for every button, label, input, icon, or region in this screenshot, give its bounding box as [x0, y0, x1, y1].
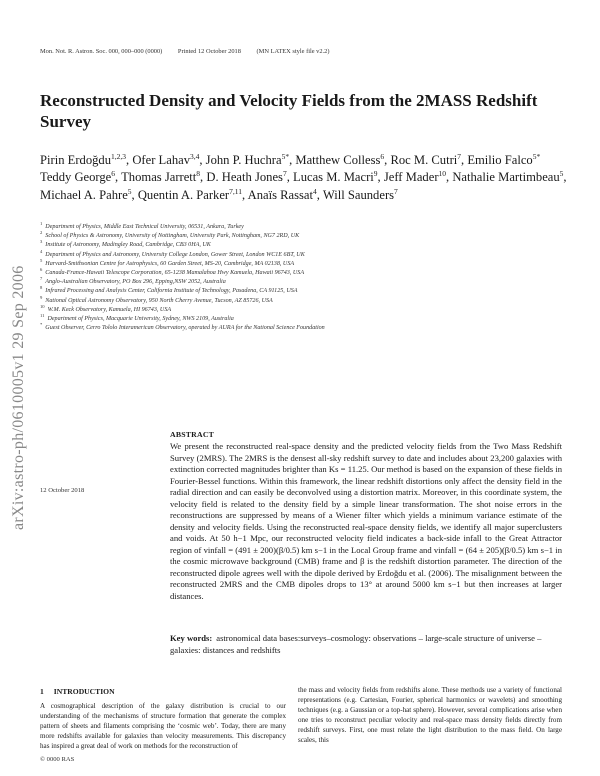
author-name-text: Quentin A. Parker — [137, 187, 230, 202]
author-name — [40, 188, 138, 202]
keywords-label: Key words: — [170, 633, 213, 643]
author-name-text: Nathalie Martimbeau — [452, 170, 560, 185]
affiliation-number: 3 — [40, 239, 43, 245]
intro-column-right: the mass and velocity fields from redshifts alone. These methods use a variety of functional representations (e.g. Cartesian, Fourier, spherical harmonics or wavelets) and smoothing techniques (e.g. a Gaussian or a top-hat sphere). However, several complications arise when one tries to reconstruct peculiar velocity and real-space mass density fields directly from redshift surveys. First, one must relate the light distribution to the mass field. On large scales, this — [298, 686, 562, 744]
author-affiliation-mark: 6 — [111, 169, 116, 179]
affiliation-item — [40, 220, 560, 232]
author-affiliation-mark: 5* — [532, 151, 541, 161]
author-affiliation-mark: 1,2,3 — [111, 151, 127, 161]
section-number: 1 — [40, 687, 44, 696]
author-separator: , — [316, 187, 323, 202]
author-name-text: Anaïs Rassat — [247, 187, 314, 202]
author-separator: , — [286, 170, 293, 185]
author-name — [40, 153, 132, 167]
paper-date: 12 October 2018 — [40, 487, 85, 494]
affiliation-text: W.M. Keck Observatory, Kamuela, HI 96743, USA — [47, 306, 172, 313]
affiliation-number: 1 — [40, 220, 43, 226]
author-name-text: Ofer Lahav — [132, 153, 190, 167]
author-separator: , — [289, 153, 296, 167]
affiliation-number: 11 — [40, 313, 45, 318]
author-name-text: Thomas Jarrett — [121, 170, 197, 185]
affiliation-item — [40, 324, 560, 333]
author-name — [132, 153, 205, 167]
author-name-text: Roc M. Cutri — [390, 153, 458, 167]
author-separator: , — [241, 187, 248, 202]
intro-column-left: A cosmographical description of the galaxy distribution is crucial to our understanding of the mechanisms of structure formation that generate the complex pattern of sheets and filaments comprising the ‘cosmic web’. Today, there are many more redshifts available for galaxies than velocity measurements. This discrepancy has inspired a great deal of work on methods for the reconstruction of — [40, 702, 286, 750]
affiliation-item — [40, 241, 560, 250]
affiliation-number: 8 — [40, 285, 43, 291]
author-separator: , — [563, 170, 567, 185]
affiliation-text: Guest Observer, Cerro Tololo Interamerican Observatory, operated by AURA for the National Science Foundation — [45, 325, 325, 332]
affiliation-text: School of Physics & Astronomy, University of Nottingham, University Park, Nottingham, NG7 2RD, UK — [45, 233, 300, 240]
running-header — [40, 48, 344, 55]
section-heading — [40, 687, 125, 696]
affiliation-number: 10 — [40, 303, 45, 309]
abstract-heading: ABSTRACT — [170, 430, 215, 439]
author-affiliation-mark: 5* — [281, 151, 290, 161]
author-name-text: Michael A. Pahre — [40, 187, 128, 202]
author-separator: , — [377, 170, 384, 185]
keywords-text: astronomical data bases:surveys–cosmology: observations – large-scale structure of universe – galaxies: distances and redshifts — [170, 633, 542, 655]
affiliation-item — [40, 315, 560, 324]
author-affiliation-mark: 10 — [438, 169, 447, 179]
author-list — [40, 152, 570, 204]
affiliation-text: Canada-France-Hawaii Telescope Corporation, 65-1238 Mamalahoa Hwy Kamuela, Hawaii 96743, USA — [45, 270, 305, 277]
author-name — [248, 188, 323, 202]
author-name — [206, 153, 296, 167]
affiliation-text: Department of Physics, Macquarie University, Sydney, NWS 2109, Australia — [47, 316, 234, 323]
author-affiliation-mark: 7 — [394, 186, 398, 196]
author-name-text: Jeff Mader — [383, 170, 439, 185]
author-separator: , — [446, 170, 453, 185]
author-affiliation-mark: 9 — [373, 169, 378, 179]
author-affiliation-mark: 3,4 — [190, 151, 200, 161]
affiliation-number: 4 — [40, 248, 43, 254]
keywords-block — [170, 633, 562, 656]
affiliation-number: 7 — [40, 276, 43, 282]
affiliation-text: Infrared Processing and Analysis Center, California Institute of Technology, Pasadena, CA 91125, USA — [45, 288, 298, 295]
author-affiliation-mark: 7 — [457, 151, 462, 161]
affiliation-text: Department of Physics, Middle East Technical University, 06531, Ankara, Turkey — [45, 224, 244, 230]
author-separator: , — [199, 153, 206, 167]
affiliation-item — [40, 248, 560, 260]
author-separator: , — [115, 170, 122, 185]
affiliation-text: Department of Physics and Astronomy, University College London, Gower Street, London WC1E 6BT, UK — [45, 251, 305, 258]
section-title: INTRODUCTION — [53, 687, 115, 696]
affiliation-text: Harvard-Smithsonian Centre for Astrophysics, 60 Garden Street, MS-20, Cambridge, MA 02138, USA — [45, 260, 295, 267]
affiliation-item — [40, 287, 560, 296]
affiliation-number: 6 — [40, 266, 43, 272]
affiliation-item — [40, 294, 560, 306]
author-name-text: Lucas M. Macri — [293, 170, 374, 185]
author-name — [452, 170, 566, 184]
affiliation-text: National Optical Astronomy Observatory, 950 North Cherry Avenue, Tucson, AZ 85726, USA — [45, 297, 273, 304]
author-name — [138, 188, 248, 202]
paper-title: Reconstructed Density and Velocity Fields from the 2MASS Redshift Survey — [40, 91, 538, 131]
author-separator: , — [461, 153, 468, 167]
arxiv-identifier: arXiv:astro-ph/0610005v1 29 Sep 2006 — [10, 265, 27, 530]
affiliation-item — [40, 257, 560, 269]
author-affiliation-mark: 7 — [282, 169, 287, 179]
affiliation-item — [40, 278, 560, 287]
author-separator: , — [126, 153, 133, 167]
author-name — [206, 170, 293, 184]
abstract-body: We present the reconstructed real-space density and the predicted velocity fields from the Two Mass Redshift Survey (2MRS). The 2MRS is the densest all-sky redshift survey to date and includes about 23,200 galaxies with extinction corrected magnitudes brighter than Ks = 11.25. Our method is based on the expansion of these fields in Fourier-Bessel functions. Within this framework, the linear redshift distortions only affect the density field in the radial direction and can easily be deconvolved using a distortion matrix. Moreover, in this coordinate system, the velocity field is related to the density field by a simple linear transformation. The shot noise errors in the reconstructions are suppressed by means of a Wiener filter which yields a minimum variance estimate of the density and velocity fields. Using the reconstructed real-space density fields, we identify all major superclusters and voids. At 50 h−1 Mpc, our reconstructed velocity field indicates a back-side infall to the Great Attractor region of vinfall = (491 ± 200)(β/0.5) km s−1 in the Local Group frame and vinfall = (64 ± 205)(β/0.5) km s−1 in the cosmic microwave background (CMB) frame and β is the redshift distortion parameter. The direction of the reconstructed dipole agrees well with the dipole derived by Erdoğdu et al. (2006). The misalignment between the reconstructed 2MRS and the CMB dipoles drops to 13° at around 5000 km s−1 but then increases at larger distances. — [170, 441, 562, 601]
style-file-note: (MN LATEX style file v2.2) — [256, 48, 330, 55]
affiliation-list — [40, 220, 560, 333]
copyright-notice: © 0000 RAS — [40, 756, 75, 763]
author-name-text: Teddy George — [40, 170, 112, 185]
author-name-text: Emilio Falco — [467, 153, 533, 167]
author-affiliation-mark: 7,11 — [229, 186, 242, 196]
author-name-text: Matthew Colless — [295, 153, 381, 167]
printed-date: Printed 12 October 2018 — [177, 48, 241, 55]
affiliation-number: 9 — [40, 294, 43, 300]
author-name — [323, 188, 398, 202]
affiliation-text: Anglo-Australian Observatory, PO Box 296, Epping,NSW 2052, Australia — [45, 279, 226, 286]
affiliation-item — [40, 303, 560, 315]
author-name-text: Pirin Erdoğdu — [40, 153, 112, 167]
affiliation-number: * — [40, 322, 43, 328]
author-name — [121, 170, 206, 184]
author-name-text: D. Heath Jones — [206, 170, 283, 185]
affiliation-text: Institute of Astronomy, Madingley Road, Cambridge, CB3 0HA, UK — [45, 242, 211, 249]
author-affiliation-mark: 5 — [127, 186, 132, 196]
author-name-text: John P. Huchra — [205, 153, 282, 167]
author-name — [295, 153, 390, 167]
journal-citation: Mon. Not. R. Astron. Soc. 000, 000–000 (0000) — [40, 48, 163, 55]
author-affiliation-mark: 4 — [313, 186, 317, 196]
author-separator: , — [384, 153, 391, 167]
affiliation-number: 5 — [40, 257, 43, 263]
author-affiliation-mark: 8 — [196, 169, 201, 179]
affiliation-item — [40, 266, 560, 278]
author-affiliation-mark: 6 — [380, 151, 385, 161]
author-name — [390, 153, 467, 167]
author-separator: , — [131, 187, 138, 202]
author-name-text: Will Saunders — [322, 187, 395, 202]
author-name — [293, 170, 384, 184]
affiliation-item — [40, 232, 560, 241]
affiliation-number: 2 — [40, 230, 43, 236]
author-name — [467, 153, 540, 167]
author-name — [384, 170, 452, 184]
author-affiliation-mark: 5 — [559, 169, 564, 179]
author-separator: , — [200, 170, 207, 185]
author-name — [40, 170, 121, 184]
